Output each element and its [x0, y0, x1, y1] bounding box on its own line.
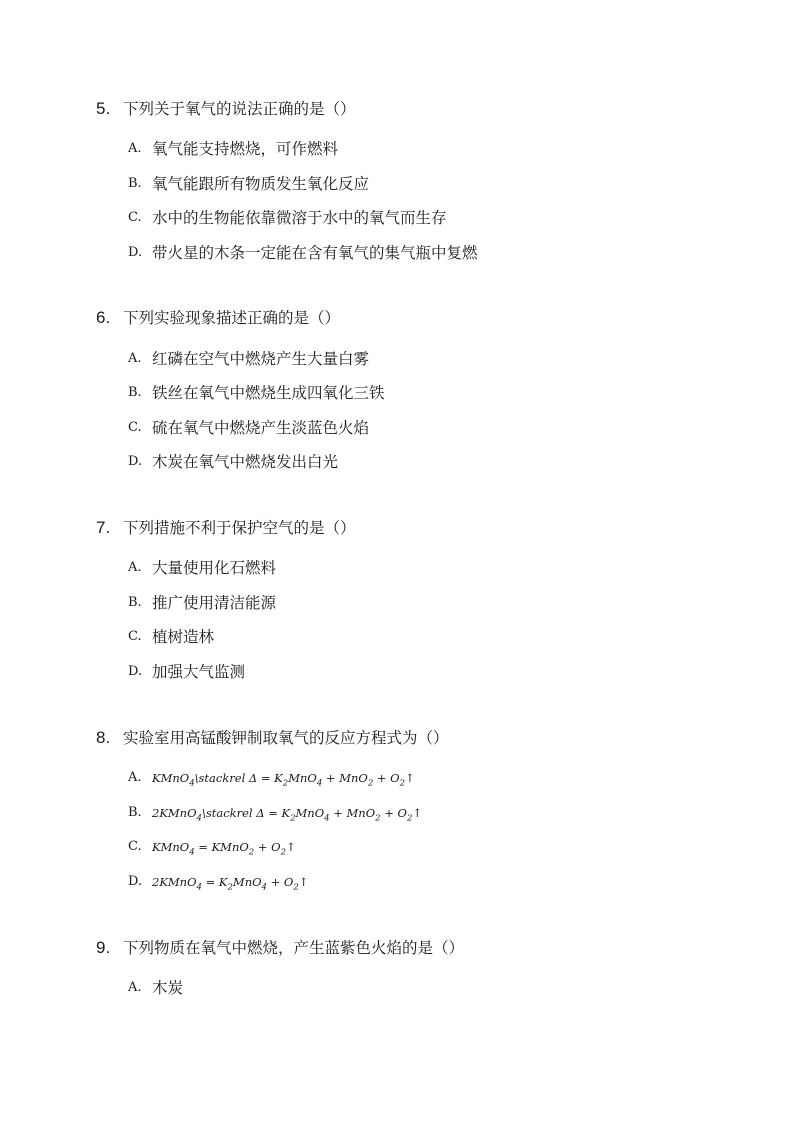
subscript: 2	[280, 847, 286, 858]
option-letter: A.	[128, 770, 142, 785]
option-equation: KMnO$_4$ = KMnO$_2$ + $O_2↑$	[152, 840, 296, 858]
option-text: 木炭在氧气中燃烧发出白光	[152, 453, 339, 471]
question-text: 实验室用高锰酸钾制取氧气的反应方程式为（）	[123, 729, 449, 747]
subscript: 4	[189, 778, 195, 789]
option-letter: C.	[128, 839, 142, 854]
option-letter: A.	[128, 560, 142, 575]
question-number: 7.	[96, 518, 111, 537]
option-text: 铁丝在氧气中燃烧生成四氧化三铁	[152, 384, 385, 402]
option-a[interactable]	[128, 767, 415, 789]
option-text: 带火星的木条一定能在含有氧气的集气瓶中复燃	[152, 244, 478, 262]
question-text: 下列措施不利于保护空气的是（）	[123, 519, 356, 537]
subscript: 4	[316, 778, 323, 789]
question-text: 下列实验现象描述正确的是（）	[123, 309, 341, 327]
option-letter: D.	[128, 245, 143, 260]
option-c[interactable]	[128, 207, 447, 229]
subscript: 2	[406, 813, 413, 824]
question-stem	[96, 97, 356, 121]
option-a[interactable]	[128, 138, 338, 160]
subscript: 2	[248, 847, 255, 858]
subscript: 2	[282, 778, 289, 789]
subscript: 2	[227, 882, 233, 893]
question-stem	[96, 306, 340, 330]
option-text: 硫在氧气中燃烧产生淡蓝色火焰	[152, 419, 370, 437]
option-letter: A.	[128, 351, 142, 366]
option-letter: D.	[128, 874, 143, 889]
option-text: 推广使用清洁能源	[152, 594, 277, 612]
option-text: 氧气能支持燃烧，可作燃料	[152, 140, 339, 158]
question-text: 下列关于氧气的说法正确的是（）	[123, 100, 356, 118]
option-letter: D.	[128, 664, 143, 679]
option-d[interactable]	[128, 242, 478, 264]
subscript: 2	[367, 778, 374, 789]
subscript: 4	[189, 847, 195, 858]
option-d[interactable]	[128, 661, 245, 683]
option-letter: A.	[128, 141, 142, 156]
option-text: 加强大气监测	[152, 663, 246, 681]
option-letter: C.	[128, 629, 142, 644]
subscript: 4	[196, 882, 202, 893]
subscript: 4	[261, 882, 267, 893]
option-text: 植树造林	[152, 628, 215, 646]
option-text: 水中的生物能依靠微溶于水中的氧气而生存	[152, 209, 447, 227]
question-number: 8.	[96, 728, 111, 747]
option-letter: B.	[128, 805, 142, 820]
option-d[interactable]	[128, 871, 308, 893]
option-a[interactable]	[128, 557, 276, 579]
option-letter: B.	[128, 595, 142, 610]
option-c[interactable]	[128, 836, 296, 858]
question-stem	[96, 936, 464, 960]
option-letter: B.	[128, 385, 142, 400]
option-c[interactable]	[128, 417, 369, 439]
option-letter: C.	[128, 210, 142, 225]
option-a[interactable]	[128, 348, 369, 370]
option-text: 木炭	[152, 979, 184, 997]
option-equation: 2KMnO$_4$\stackrel $\Delta = K_2MnO_4 + MnO_2$ + $O_2↑$	[152, 806, 422, 824]
option-equation: KMnO$_4$\stackrel $\Delta = K_2MnO_4 + MnO_2$ + $O_2↑$	[152, 771, 415, 789]
question-number: 5.	[96, 99, 111, 118]
question-stem	[96, 726, 449, 750]
option-b[interactable]	[128, 382, 385, 404]
option-b[interactable]	[128, 173, 369, 195]
option-letter: D.	[128, 454, 143, 469]
option-b[interactable]	[128, 802, 422, 824]
option-letter: A.	[128, 980, 142, 995]
question-number: 9.	[96, 938, 111, 957]
question-stem	[96, 516, 356, 540]
subscript: 2	[399, 778, 406, 789]
option-a[interactable]	[128, 977, 183, 999]
option-equation: 2KMnO$_4$ = $K_2MnO_4$ + $O_2↑$	[152, 875, 309, 893]
option-text: 大量使用化石燃料	[152, 559, 277, 577]
option-letter: C.	[128, 420, 142, 435]
question-number: 6.	[96, 308, 111, 327]
subscript: 2	[293, 882, 299, 893]
option-c[interactable]	[128, 626, 214, 648]
subscript: 4	[196, 813, 202, 824]
option-text: 红磷在空气中燃烧产生大量白雾	[152, 350, 370, 368]
question-text: 下列物质在氧气中燃烧，产生蓝紫色火焰的是（）	[123, 939, 465, 957]
option-text: 氧气能跟所有物质发生氧化反应	[152, 175, 370, 193]
subscript: 4	[324, 813, 330, 824]
option-d[interactable]	[128, 451, 338, 473]
subscript: 2	[375, 813, 381, 824]
subscript: 2	[290, 813, 296, 824]
option-b[interactable]	[128, 592, 276, 614]
option-letter: B.	[128, 176, 142, 191]
